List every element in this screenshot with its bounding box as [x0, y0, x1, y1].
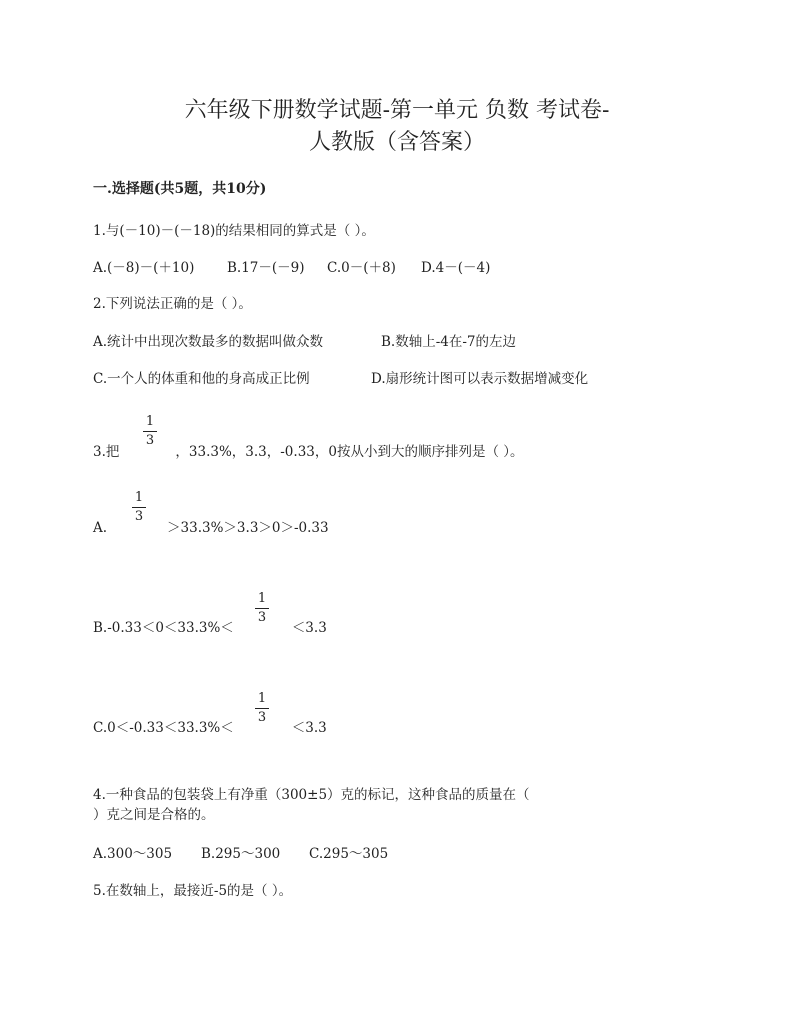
q1-stem: 1.与(－10)－(－18)的结果相同的算式是（ ）。 — [93, 223, 375, 239]
fraction-bar — [143, 431, 157, 432]
q1-option-b: B.17－(－9) — [227, 260, 305, 276]
q2-option-a: A.统计中出现次数最多的数据叫做众数 — [93, 334, 324, 350]
q3-stem — [93, 443, 524, 461]
q2-options-row1 — [93, 333, 516, 351]
q1-option-d: D.4－(－4) — [421, 260, 491, 276]
fraction-bar — [255, 608, 269, 609]
q3-option-a-prefix: A. — [93, 520, 108, 536]
q4-option-c: C.295～305 — [309, 846, 389, 862]
q3-option-c-prefix: C.0＜-0.33＜33.3%＜ — [93, 720, 234, 736]
fraction-numerator: 1 — [145, 414, 155, 429]
q1-option-c: C.0－(＋8) — [327, 260, 396, 276]
q5-stem: 5.在数轴上，最接近-5的是（ ）。 — [93, 883, 293, 899]
q4-option-a: A.300～305 — [93, 846, 173, 862]
q3-option-b-suffix: ＜3.3 — [291, 620, 327, 636]
q4-option-b: B.295～300 — [201, 846, 281, 862]
fraction-numerator: 1 — [134, 490, 144, 505]
fraction-bar — [132, 507, 146, 508]
q3-stem-prefix: 3.把 — [93, 444, 120, 460]
q2-stem: 2.下列说法正确的是（ ）。 — [93, 296, 252, 312]
doc-title-line2: 人教版（含答案） — [308, 130, 485, 155]
q4-stem-line1: 4.一种食品的包装袋上有净重（300±5）克的标记，这种食品的质量在（ — [93, 787, 530, 803]
q4-stem-line2: ）克之间是合格的。 — [93, 807, 215, 823]
fraction-denominator: 3 — [257, 610, 267, 625]
q3-option-c — [93, 719, 327, 737]
fraction-denominator: 3 — [145, 433, 155, 448]
q2-option-b: B.数轴上-4在-7的左边 — [381, 334, 517, 350]
fraction-numerator: 1 — [257, 691, 267, 706]
q3-option-a-suffix: ＞33.3%＞3.3＞0＞-0.33 — [167, 520, 329, 536]
q1-option-a: A.(－8)－(＋10) — [93, 260, 195, 276]
doc-title-line1: 六年级下册数学试题-第一单元 负数 考试卷- — [184, 98, 610, 123]
fraction-numerator: 1 — [257, 591, 267, 606]
q3-stem-suffix: ，33.3%，3.3，-0.33，0按从小到大的顺序排列是（ ）。 — [175, 444, 524, 460]
q3-option-a — [93, 519, 329, 537]
fraction-bar — [255, 708, 269, 709]
q3-option-b — [93, 619, 327, 637]
section-heading: 一.选择题(共5题，共10分) — [93, 181, 267, 197]
q3-option-c-suffix: ＜3.3 — [291, 720, 327, 736]
q2-option-d: D.扇形统计图可以表示数据增减变化 — [371, 371, 589, 387]
q1-options — [93, 259, 490, 277]
fraction-denominator: 3 — [134, 509, 144, 524]
fraction-denominator: 3 — [257, 710, 267, 725]
q3-option-b-prefix: B.-0.33＜0＜33.3%＜ — [93, 620, 234, 636]
q4-options — [93, 845, 388, 863]
q2-options-row2 — [93, 370, 588, 388]
q2-option-c: C.一个人的体重和他的身高成正比例 — [93, 371, 310, 387]
